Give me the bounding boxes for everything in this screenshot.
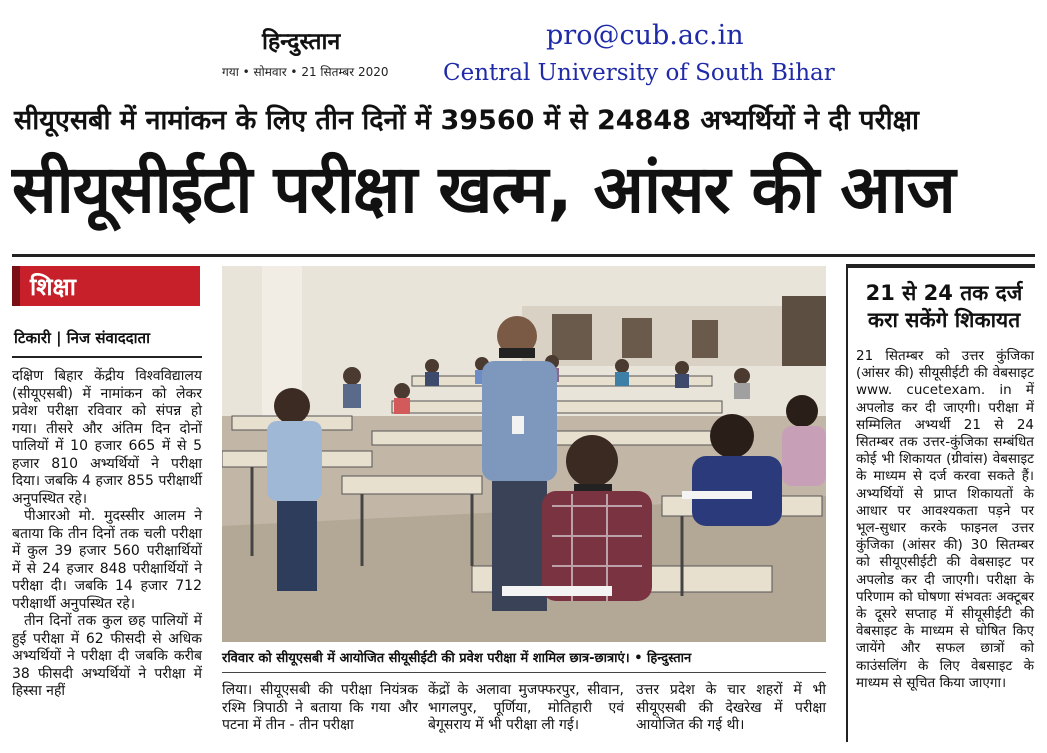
contact-email: pro@cub.ac.in [546, 20, 744, 51]
byline: टिकारी | निज संवाददाता [14, 329, 150, 347]
paragraph: पीआरओ मो. मुदस्सीर आलम ने बताया कि तीन दिनों तक चली परीक्षा में कुल 39 हजार 560 परीक्षार्थियों में से 24 हजार 848 परीक्षार्थियों ने परीक्षा दी। जबकि 14 हजार 712 परीक्षार्थी अनुपस्थित रहे। [12, 508, 202, 612]
university-name: Central University of South Bihar [443, 60, 835, 86]
section-tag-accent [12, 266, 20, 306]
article-headline: सीयूसीईटी परीक्षा खत्म, आंसर की आज [12, 151, 955, 228]
article-column-2: लिया। सीयूएसबी की परीक्षा नियंत्रक रश्मि त्रिपाठी ने बताया कि गया और पटना में तीन - तीन परीक्षा [222, 682, 418, 733]
article-column-4: उत्तर प्रदेश के चार शहरों में भी सीयूएसबी की देखरेख में परीक्षा आयोजित की गई थी। [636, 682, 826, 733]
divider [222, 672, 826, 673]
paragraph: दक्षिण बिहार केंद्रीय विश्वविद्यालय (सीयूएसबी) में नामांकन को लेकर प्रवेश परीक्षा रविवार को संपन्न हो गया। तीसरे और अंतिम दिन दोनों पालियों में 10 हजार 665 में से 5 हजार 810 अभ्यर्थियों ने परीक्षा दिया। जबकि 4 हजार 855 परीक्षार्थी अनुपस्थित रहे। [12, 368, 202, 507]
paragraph: तीन दिनों तक कुल छह पालियों में हुई परीक्षा में 62 फीसदी से अधिक अभ्यर्थियों ने परीक्षा दी जबकि करीब 38 फीसदी अभ्यर्थियों ने परीक्षा में हिस्सा नहीं [12, 613, 202, 699]
divider [12, 254, 1035, 257]
sidebar-headline: 21 से 24 तक दर्ज करा सकेंगे शिकायत [865, 281, 1023, 332]
article-kicker: सीयूएसबी में नामांकन के लिए तीन दिनों में 39560 में से 24848 अभ्यर्थियों ने दी परीक्षा [14, 105, 919, 136]
article-column-1 [12, 368, 202, 701]
exam-hall-illustration [222, 266, 826, 642]
article-column-3: केंद्रों के अलावा मुजफ्फरपुर, सीवान, भागलपुर, पूर्णिया, मोतिहारी एवं बेगूसराय में भी परीक्षा ली गई। [428, 682, 624, 733]
dateline: गया • सोमवार • 21 सितम्बर 2020 [222, 65, 389, 79]
newspaper-masthead: हिन्दुस्तान [262, 28, 341, 55]
exam-hall-photo [222, 266, 826, 642]
sidebar-body: 21 सितम्बर को उत्तर कुंजिका (आंसर की) सीयूसीईटी की वेबसाइट www. cucetexam. in में अपलोड कर दी जाएगी। परीक्षा में सम्मिलित अभ्यर्थी 21 से 24 सितम्बर तक उत्तर-कुंजिका सम्बंधित कोई भी शिकायत (ग्रीवांस) वेबसाइट के माध्यम से दर्ज करवा सकते हैं। अभ्यर्थियों से प्राप्त शिकायतों के आधार पर आवश्यकता पड़ने पर भूल-सुधार करके फाइनल उत्तर कुंजिका (आंसर की) 30 सितम्बर को सीयूएसीईटी की वेबसाइट पर अपलोड कर दी जाएगी। परीक्षा के परिणाम को घोषणा संभवतः अक्टूबर के दूसरे सप्ताह में सीयूसीईटी की वेबसाइट के माध्यम से घोषित किए जायेंगे और सफल छात्रों को काउंसलिंग के लिए वेबसाइट के माध्यम से सूचित किया जाएगा। [856, 348, 1034, 691]
divider [12, 356, 202, 358]
sidebar-top-rule [848, 264, 1035, 268]
photo-caption: रविवार को सीयूएसबी में आयोजित सीयूसीईटी की प्रवेश परीक्षा में शामिल छात्र-छात्राएं। • हिन्दुस्तान [222, 651, 692, 666]
sidebar-divider [846, 264, 848, 742]
section-tag: शिक्षा [30, 273, 76, 301]
